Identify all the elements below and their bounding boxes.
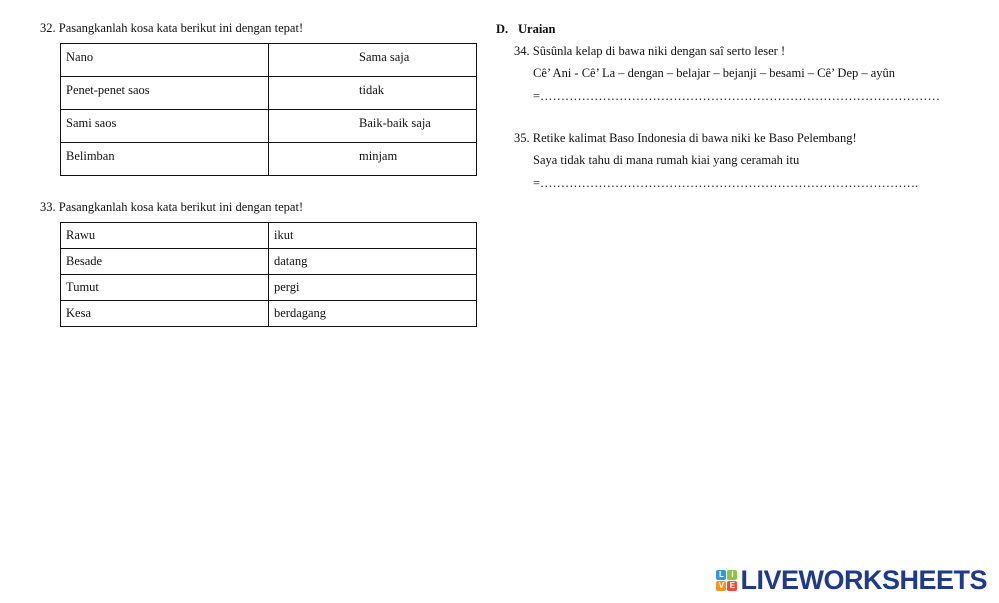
question-35-answer-line[interactable]: =………………………………………………………………………………. — [533, 176, 919, 190]
question-34-prompt: 34. Sûsûnla kelap di bawa niki dengan saî serto leser ! — [514, 44, 786, 58]
liveworksheets-logo — [716, 564, 987, 595]
table-32-row — [61, 110, 477, 143]
table-33-meaning-cell: ikut — [269, 223, 477, 249]
question-34-answer-line[interactable]: =…………………………………………………………………………………… — [533, 89, 941, 103]
table-33-meaning-cell: berdagang — [269, 301, 477, 327]
matching-table-32 — [60, 43, 477, 176]
table-32-row — [61, 77, 477, 110]
section-d-letter: D. — [496, 22, 509, 36]
table-32-row — [61, 143, 477, 176]
logo-mark-tile: V — [716, 581, 726, 591]
question-35-sentence: Saya tidak tahu di mana rumah kiai yang ceramah itu — [533, 153, 800, 167]
table-32-meaning-cell: minjam — [269, 143, 477, 176]
logo-mark-tile: L — [716, 570, 726, 580]
table-32-term-cell: Penet-penet saos — [61, 77, 269, 110]
table-33-term-cell: Tumut — [61, 275, 269, 301]
table-33-term-cell: Kesa — [61, 301, 269, 327]
question-33-title: 33. Pasangkanlah kosa kata berikut ini dengan tepat! — [40, 200, 304, 214]
liveworksheets-logo-text: LIVEWORKSHEETS — [740, 564, 987, 595]
table-33-meaning-cell: datang — [269, 249, 477, 275]
table-33-term-cell: Rawu — [61, 223, 269, 249]
logo-mark-tile: E — [727, 581, 737, 591]
table-33-meaning-cell: pergi — [269, 275, 477, 301]
table-33-term-cell: Besade — [61, 249, 269, 275]
table-32-meaning-cell: Sama saja — [269, 44, 477, 77]
table-33-row — [61, 223, 477, 249]
section-d-title: Uraian — [518, 22, 556, 36]
table-32-row — [61, 44, 477, 77]
table-33-row — [61, 275, 477, 301]
table-32-meaning-cell: Baik-baik saja — [269, 110, 477, 143]
table-33-row — [61, 301, 477, 327]
question-32-title: 32. Pasangkanlah kosa kata berikut ini dengan tepat! — [40, 21, 304, 35]
liveworksheets-logo-icon — [716, 570, 737, 591]
section-d-heading — [496, 22, 556, 37]
table-32-meaning-cell: tidak — [269, 77, 477, 110]
question-35-prompt: 35. Retike kalimat Baso Indonesia di bawa niki ke Baso Pelembang! — [514, 131, 857, 145]
table-32-term-cell: Nano — [61, 44, 269, 77]
table-32-term-cell: Sami saos — [61, 110, 269, 143]
table-32-term-cell: Belimban — [61, 143, 269, 176]
question-34-words: Cê’ Ani - Cê’ La – dengan – belajar – bejanji – besami – Cê’ Dep – ayûn — [533, 66, 896, 80]
matching-table-33 — [60, 222, 477, 327]
logo-mark-tile: I — [727, 570, 737, 580]
table-33-row — [61, 249, 477, 275]
